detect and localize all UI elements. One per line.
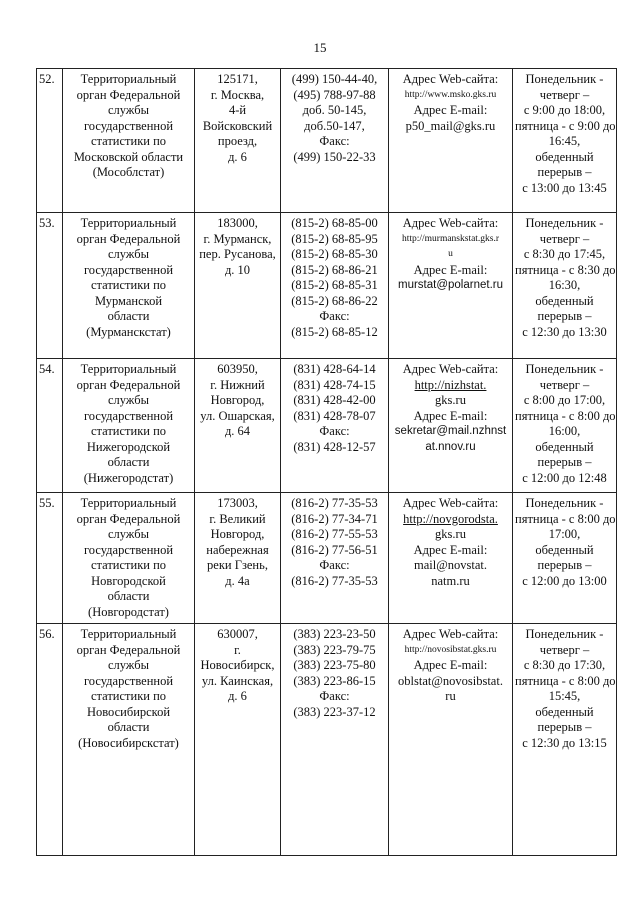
- phone-line: (383) 223-23-50: [293, 627, 376, 641]
- website-link[interactable]: http://murmanskstat.gks.r: [401, 233, 500, 244]
- email-address[interactable]: natm.ru: [431, 573, 470, 588]
- page-number: 15: [313, 40, 327, 55]
- table-row: [37, 359, 617, 493]
- address-line: Новгород,: [210, 393, 265, 407]
- name-line: (Мурманскстат): [86, 324, 171, 339]
- hours-line: Понедельник -: [525, 72, 604, 86]
- address-line: проезд,: [217, 134, 258, 148]
- row-number: 55.: [37, 493, 63, 624]
- address-line: г. Мурманск,: [203, 231, 272, 246]
- phone-line: (831) 428-42-00: [293, 393, 376, 407]
- phone-line: (383) 223-86-15: [293, 673, 376, 688]
- name-line: государственной: [83, 542, 174, 557]
- phone-line: Факс:: [319, 558, 350, 572]
- name-line: государственной: [83, 408, 174, 423]
- hours-line: 15:45,: [548, 689, 581, 703]
- address-line: д. 10: [224, 262, 251, 277]
- phones: [281, 69, 389, 213]
- address-line: д. 64: [224, 424, 251, 438]
- address-line: Новосибирск,: [200, 658, 275, 672]
- phone-line: (815-2) 68-85-00: [291, 216, 378, 230]
- hours-line: с 8:00 до 17:00,: [523, 393, 606, 407]
- hours-line: обеденный: [535, 293, 594, 308]
- phone-line: Факс:: [319, 689, 350, 703]
- working-hours: [513, 213, 617, 359]
- name-line: Новгородской: [91, 573, 166, 588]
- name-line: Мурманской: [94, 293, 163, 308]
- name-line: статистики по: [90, 424, 167, 438]
- name-line: орган Федеральной: [76, 377, 181, 392]
- working-hours: [513, 493, 617, 624]
- address-line: реки Гзень,: [207, 558, 268, 572]
- name-line: службы: [107, 247, 150, 261]
- phone-line: (816-2) 77-56-51: [291, 542, 378, 557]
- name-line: Нижегородской: [86, 439, 171, 454]
- web-label: Адрес Web-сайта:: [402, 496, 499, 510]
- hours-line: перерыв –: [537, 309, 592, 323]
- phone-line: (816-2) 77-55-53: [291, 527, 378, 541]
- hours-line: 16:30,: [548, 278, 581, 292]
- phone-line: (815-2) 68-86-22: [291, 293, 378, 308]
- phone-line: (831) 428-78-07: [293, 408, 376, 423]
- hours-line: обеденный: [535, 704, 594, 719]
- website-link[interactable]: http://novosibstat.gks.ru: [404, 644, 497, 655]
- organization-name: [63, 624, 195, 856]
- email-address[interactable]: at.nnov.ru: [425, 440, 476, 453]
- name-line: Территориальный: [80, 496, 177, 510]
- hours-line: Понедельник -: [525, 496, 604, 510]
- address-line: г. Москва,: [210, 87, 265, 102]
- table-row: [37, 493, 617, 624]
- phone-line: (383) 223-75-80: [293, 658, 376, 672]
- web-label: Адрес Web-сайта:: [402, 216, 499, 230]
- name-line: области: [107, 455, 150, 469]
- website-link[interactable]: http://www.msko.gks.ru: [404, 89, 497, 100]
- web-contacts: [389, 69, 513, 213]
- hours-line: с 13:00 до 13:45: [522, 180, 607, 195]
- address-line: ул. Каинская,: [201, 673, 274, 688]
- name-line: Территориальный: [80, 362, 177, 376]
- hours-line: с 9:00 до 18:00,: [523, 103, 606, 117]
- phone-line: (831) 428-64-14: [293, 362, 376, 376]
- name-line: (Мособлстат): [92, 165, 165, 179]
- phone-line: доб.50-147,: [304, 118, 365, 133]
- hours-line: пятница - с 9:00 до: [515, 118, 616, 133]
- phones: [281, 624, 389, 856]
- hours-line: четверг –: [539, 231, 590, 246]
- organization-table: [36, 68, 617, 856]
- hours-line: 16:45,: [548, 134, 581, 148]
- web-contacts: [389, 624, 513, 856]
- website-link[interactable]: gks.ru: [435, 393, 466, 407]
- phone-line: (495) 788-97-88: [293, 87, 376, 102]
- address-line: г.: [234, 642, 241, 657]
- hours-line: 16:00,: [548, 424, 581, 438]
- postal-address: [195, 69, 281, 213]
- web-contacts: [389, 493, 513, 624]
- website-link[interactable]: gks.ru: [435, 527, 466, 541]
- name-line: службы: [107, 527, 150, 541]
- hours-line: с 8:30 до 17:45,: [523, 247, 606, 261]
- hours-line: 17:00,: [548, 527, 581, 541]
- hours-line: Понедельник -: [525, 216, 604, 230]
- phone-line: (383) 223-79-75: [293, 642, 376, 657]
- phone-line: (815-2) 68-85-12: [291, 324, 378, 339]
- hours-line: Понедельник -: [525, 362, 604, 376]
- postal-address: [195, 493, 281, 624]
- row-number: 52.: [37, 69, 63, 213]
- name-line: службы: [107, 658, 150, 672]
- address-line: д. 4а: [225, 573, 250, 588]
- organization-name: [63, 359, 195, 493]
- hours-line: с 12:30 до 13:30: [522, 324, 607, 339]
- name-line: службы: [107, 393, 150, 407]
- address-line: ул. Ошарская,: [200, 408, 275, 423]
- address-line: 183000,: [217, 216, 258, 230]
- phone-line: (831) 428-74-15: [293, 377, 376, 392]
- phones: [281, 493, 389, 624]
- hours-line: перерыв –: [537, 558, 592, 572]
- name-line: Новосибирской: [86, 704, 171, 719]
- phone-line: (499) 150-44-40,: [291, 72, 378, 86]
- postal-address: [195, 359, 281, 493]
- hours-line: с 12:00 до 13:00: [522, 573, 607, 588]
- web-label: Адрес Web-сайта:: [402, 362, 499, 376]
- address-line: г. Нижний: [210, 377, 265, 392]
- table-row: [37, 213, 617, 359]
- address-line: д. 6: [228, 689, 247, 703]
- name-line: (Новгородстат): [88, 604, 169, 619]
- name-line: (Новосибирскстат): [78, 735, 179, 750]
- row-number: 53.: [37, 213, 63, 359]
- hours-line: с 8:30 до 17:30,: [523, 658, 606, 672]
- phone-line: доб. 50-145,: [302, 103, 367, 117]
- email-address[interactable]: sekretar@mail.nzhnst: [394, 425, 507, 437]
- hours-line: обеденный: [535, 542, 594, 557]
- hours-line: пятница - с 8:00 до: [515, 673, 616, 688]
- name-line: орган Федеральной: [76, 87, 181, 102]
- working-hours: [513, 624, 617, 856]
- phone-line: (815-2) 68-85-30: [291, 247, 378, 261]
- website-link[interactable]: u: [448, 249, 453, 259]
- name-line: орган Федеральной: [76, 511, 181, 526]
- hours-line: обеденный: [535, 439, 594, 454]
- address-line: г. Великий: [209, 511, 266, 526]
- working-hours: [513, 359, 617, 493]
- row-number: 54.: [37, 359, 63, 493]
- name-line: статистики по: [90, 278, 167, 292]
- address-line: 173003,: [217, 496, 258, 510]
- address-line: 603950,: [217, 362, 258, 376]
- phone-line: (815-2) 68-85-31: [291, 278, 378, 292]
- name-line: области: [107, 720, 150, 734]
- address-line: Новгород,: [210, 527, 265, 541]
- address-line: пер. Русанова,: [199, 247, 276, 261]
- hours-line: четверг –: [539, 87, 590, 102]
- email-label: Адрес E-mail:: [413, 408, 488, 423]
- postal-address: [195, 624, 281, 856]
- phone-line: Факс:: [319, 309, 350, 323]
- address-line: 630007,: [217, 627, 258, 641]
- hours-line: перерыв –: [537, 720, 592, 734]
- name-line: службы: [107, 103, 150, 117]
- phone-line: Факс:: [319, 424, 350, 438]
- name-line: государственной: [83, 673, 174, 688]
- web-label: Адрес Web-сайта:: [402, 72, 499, 86]
- organization-name: [63, 69, 195, 213]
- hours-line: четверг –: [539, 642, 590, 657]
- address-line: 125171,: [217, 72, 258, 86]
- email-label: Адрес E-mail:: [413, 658, 488, 672]
- web-label: Адрес Web-сайта:: [402, 627, 499, 641]
- organization-name: [63, 493, 195, 624]
- working-hours: [513, 69, 617, 213]
- hours-line: пятница - с 8:00 до: [515, 408, 616, 423]
- organization-name: [63, 213, 195, 359]
- email-label: Адрес E-mail:: [413, 542, 488, 557]
- phone-line: Факс:: [319, 134, 350, 148]
- phone-line: (816-2) 77-35-53: [291, 573, 378, 588]
- hours-line: с 12:00 до 12:48: [522, 470, 607, 485]
- hours-line: Понедельник -: [525, 627, 604, 641]
- name-line: Территориальный: [80, 72, 177, 86]
- table-row: [37, 69, 617, 213]
- name-line: государственной: [83, 262, 174, 277]
- web-contacts: [389, 359, 513, 493]
- name-line: области: [107, 309, 150, 323]
- address-line: набережная: [206, 542, 269, 557]
- row-number: 56.: [37, 624, 63, 856]
- phone-line: (816-2) 77-35-53: [291, 496, 378, 510]
- name-line: (Нижегородстат): [83, 470, 174, 485]
- email-label: Адрес E-mail:: [413, 103, 488, 117]
- email-address[interactable]: oblstat@novosibstat.: [398, 673, 503, 688]
- address-line: д. 6: [228, 149, 247, 164]
- hours-line: четверг –: [539, 377, 590, 392]
- phones: [281, 359, 389, 493]
- phone-line: (816-2) 77-34-71: [291, 511, 378, 526]
- name-line: статистики по: [90, 689, 167, 703]
- email-address[interactable]: mail@novstat.: [414, 558, 487, 572]
- hours-line: пятница - с 8:30 до: [515, 262, 616, 277]
- name-line: Московской области: [73, 149, 184, 164]
- hours-line: перерыв –: [537, 165, 592, 179]
- address-line: 4-й: [228, 103, 247, 117]
- website-link[interactable]: http://novgorodsta.: [403, 511, 498, 526]
- hours-line: перерыв –: [537, 455, 592, 469]
- postal-address: [195, 213, 281, 359]
- address-line: Войсковский: [202, 118, 273, 133]
- web-contacts: [389, 213, 513, 359]
- phone-line: (815-2) 68-85-95: [291, 231, 378, 246]
- name-line: статистики по: [90, 558, 167, 572]
- name-line: области: [107, 589, 150, 603]
- phone-line: (831) 428-12-57: [293, 439, 376, 454]
- hours-line: с 12:30 до 13:15: [522, 735, 607, 750]
- name-line: орган Федеральной: [76, 642, 181, 657]
- website-link[interactable]: http://nizhstat.: [414, 377, 487, 392]
- name-line: статистики по: [90, 134, 167, 148]
- phone-line: (383) 223-37-12: [293, 704, 376, 719]
- name-line: Территориальный: [80, 216, 177, 230]
- phone-line: (499) 150-22-33: [293, 149, 376, 164]
- table-row: [37, 624, 617, 856]
- email-label: Адрес E-mail:: [413, 262, 488, 277]
- email-address[interactable]: murstat@polarnet.ru: [398, 279, 503, 291]
- hours-line: пятница - с 8:00 до: [515, 511, 616, 526]
- name-line: орган Федеральной: [76, 231, 181, 246]
- name-line: Территориальный: [80, 627, 177, 641]
- name-line: государственной: [83, 118, 174, 133]
- email-address[interactable]: p50_mail@gks.ru: [405, 118, 496, 133]
- email-address[interactable]: ru: [445, 689, 456, 703]
- phone-line: (815-2) 68-86-21: [291, 262, 378, 277]
- hours-line: обеденный: [535, 149, 594, 164]
- phones: [281, 213, 389, 359]
